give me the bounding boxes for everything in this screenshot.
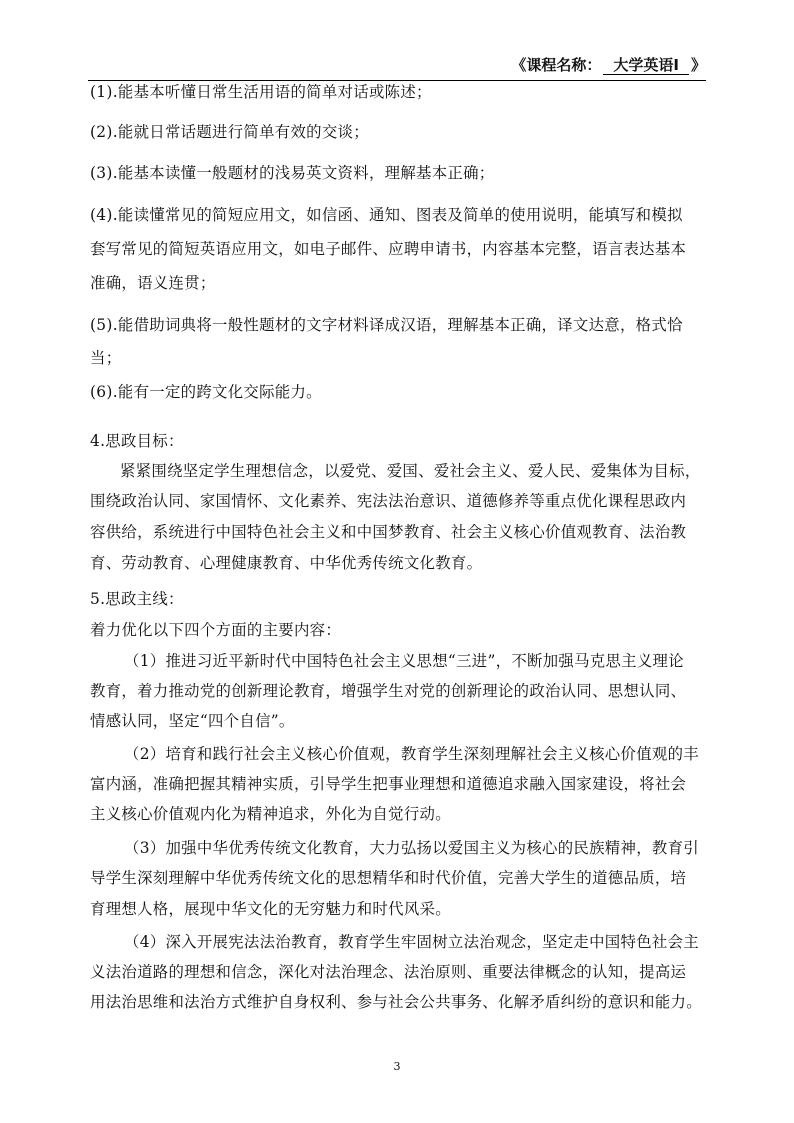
- section-5-item-2: 富内涵，准确把握其精神实质，引导学生把事业理想和道德追求融入国家建设，将社会: [90, 775, 687, 793]
- section-5-item-1: （1）推进习近平新时代中国特色社会主义思想“三进”，不断加强马克思主义理论: [124, 652, 684, 670]
- section-4-paragraph-line: 容供给，系统进行中国特色社会主义和中国梦教育、社会主义核心价值观教育、法治教: [90, 523, 687, 541]
- section-5-item-1: 教育，着力推动党的创新理论教育，增强学生对党的创新理论的政治认同、思想认同、: [90, 682, 687, 700]
- section-5-item-3: 导学生深刻理解中华优秀传统文化的思想精华和时代价值，完善大学生的道德品质，培: [90, 869, 687, 887]
- page-number: 3: [393, 1060, 401, 1073]
- header-suffix: 》: [690, 56, 706, 74]
- section-4-heading: 4.思政目标：: [90, 432, 184, 450]
- ability-item-3: (3).能基本读懂一般题材的浅易英文资料，理解基本正确；: [90, 164, 495, 182]
- section-5-item-3: 育理想人格，展现中华文化的无穷魅力和时代风采。: [90, 900, 451, 918]
- section-5-item-4: 义法治道路的理想和信念，深化对法治理念、法治原则、重要法律概念的认知，提高运: [90, 963, 687, 981]
- section-5-item-4: （4）深入开展宪法法治教育，教育学生牢固树立法治观念，坚定走中国特色社会主: [124, 933, 699, 951]
- section-5-intro: 着力优化以下四个方面的主要内容：: [90, 621, 342, 639]
- section-5-item-2: 主义核心价值观内化为精神追求，外化为自觉行动。: [90, 805, 451, 823]
- section-5-item-3: （3）加强中华优秀传统文化教育，大力弘扬以爱国主义为核心的民族精神，教育引: [124, 839, 699, 857]
- section-4-paragraph-line: 育、劳动教育、心理健康教育、中华优秀传统文化教育。: [90, 554, 483, 572]
- section-4-paragraph-line: 紧紧围绕坚定学生理想信念，以爱党、爱国、爱社会主义、爱人民、爱集体为目标，: [120, 462, 701, 480]
- page-header: [88, 54, 706, 81]
- ability-item-1: (1).能基本听懂日常生活用语的简单对话或陈述；: [90, 83, 432, 101]
- ability-item-5-line-2: 当；: [90, 349, 122, 367]
- ability-item-5-line-1: (5).能借助词典将一般性题材的文字材料译成汉语，理解基本正确，译文达意，格式恰: [90, 316, 683, 334]
- section-5-heading: 5.思政主线：: [90, 590, 184, 608]
- course-name: 大学英语Ⅰ: [603, 56, 689, 75]
- section-5-item-4: 用法治思维和法治方式维护自身权利、参与社会公共事务、化解矛盾纠纷的意识和能力。: [90, 993, 702, 1011]
- section-4-paragraph-line: 围绕政治认同、家国情怀、文化素养、宪法法治意识、道德修养等重点优化课程思政内: [90, 492, 687, 510]
- ability-item-6: (6).能有一定的跨文化交际能力。: [90, 383, 322, 401]
- ability-item-4-line-1: (4).能读懂常见的简短应用文，如信函、通知、图表及简单的使用说明，能填写和模拟: [90, 206, 683, 224]
- ability-item-4-line-3: 准确，语义连贯；: [90, 274, 216, 292]
- ability-item-2: (2).能就日常话题进行简单有效的交谈；: [90, 123, 369, 141]
- section-5-item-2: （2）培育和践行社会主义核心价值观，教育学生深刻理解社会主义核心价值观的丰: [124, 745, 699, 763]
- header-prefix: 《课程名称：: [511, 56, 602, 74]
- ability-item-4-line-2: 套写常见的简短英语应用文，如电子邮件、应聘申请书，内容基本完整，语言表达基本: [90, 240, 687, 258]
- section-5-item-1: 情感认同，坚定“四个自信”。: [90, 712, 295, 730]
